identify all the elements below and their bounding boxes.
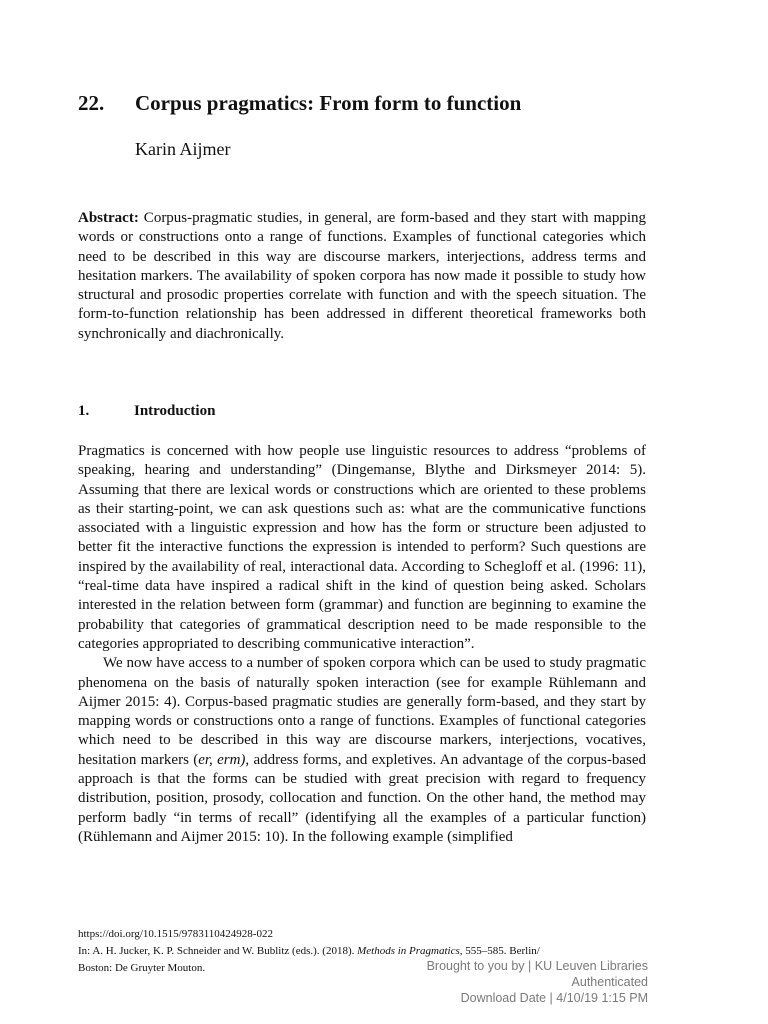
abstract-text: Corpus-pragmatic studies, in general, are form-based and they start with mapping words or constructions onto a range of functions. Examples of functional categories which need to be described in this way are discourse markers, interjections, address terms and hesitation markers. The availability of spoken corpora has now made it possible to study how structural and prosodic properties correlate with function and with the speech situation. The form-to-function relationship has been addressed in different theoretical frameworks both synchronically and diachronically. [78,210,646,342]
watermark-line-3: Download Date | 4/10/19 1:15 PM [460,991,648,1005]
source-title: Methods in Pragmatics [357,945,460,957]
section-title: Introduction [134,403,216,419]
chapter-number: 22. [78,91,105,115]
section-number: 1. [78,403,90,419]
introduction-body [78,442,646,847]
intro-paragraph-2-italic: er, erm), [198,751,250,768]
source-prefix: In: A. H. Jucker, K. P. Schneider and W. Bublitz (eds.). (2018). [78,945,358,957]
chapter-title-text: Corpus pragmatics: From form to function [135,91,522,115]
publisher: Boston: De Gruyter Mouton. [78,962,206,974]
watermark-line-2: Authenticated [571,975,648,989]
access-watermark [427,958,648,1006]
author-name: Karin Aijmer [135,139,231,159]
intro-paragraph-1: Pragmatics is concerned with how people use linguistic resources to address “problems of speaking, hearing and understanding” (Dingemanse, Blythe and Dirksmeyer 2014: 5). Assuming that there are lexical words or constructions which are oriented to these problems as their starting-point, we can ask questions such as: what are the communicative functions associated with a linguistic expression and how has the form or structure been adjusted to better fit the interactive functions the expression is intended to perform? Such questions are inspired by the availability of real, interactional data. According to Schegloff et al. (1996: 11), “real-time data have inspired a radical shift in the kind of question being asked. Scholars interested in the relation between form (grammar) and function are beginning to examine the probability that categories of grammatical description need to be made responsible to the categories appropriated to describing communicative interaction”. [78,443,646,652]
source-suffix: , 555–585. Berlin/ [459,945,540,957]
intro-paragraph-2-text-a: We now have access to a number of spoken corpora which can be used to study pragmatic phenomena on the basis of naturally spoken interaction (see for example Rühlemann and Aijmer 2015: 4). Corpus-based pragmatic studies are generally form-based, and they start by mapping words or constructions onto a range of functions. Examples of functional categories which need to be described in this way are discourse markers, interjections, vocatives, hesitation markers ( [78,655,646,768]
watermark-line-1: Brought to you by | KU Leuven Libraries [426,959,648,973]
intro-paragraph-2 [78,654,646,847]
abstract [78,209,646,344]
section-heading [78,403,215,420]
intro-paragraph-2-text-b: address forms, and expletives. An advantage of the corpus-based approach is that the forms can be studied with great precision with regard to frequency distribution, position, prosody, collocation and function. On the other hand, the method may perform badly “in terms of recall” (identifying all the examples of a particular function) (Rühlemann and Aijmer 2015: 10). In the following example (simplified [78,751,646,845]
chapter-title [78,91,521,116]
doi-link[interactable]: https://doi.org/10.1515/9783110424928-022 [78,928,273,940]
abstract-label: Abstract: [78,210,139,226]
